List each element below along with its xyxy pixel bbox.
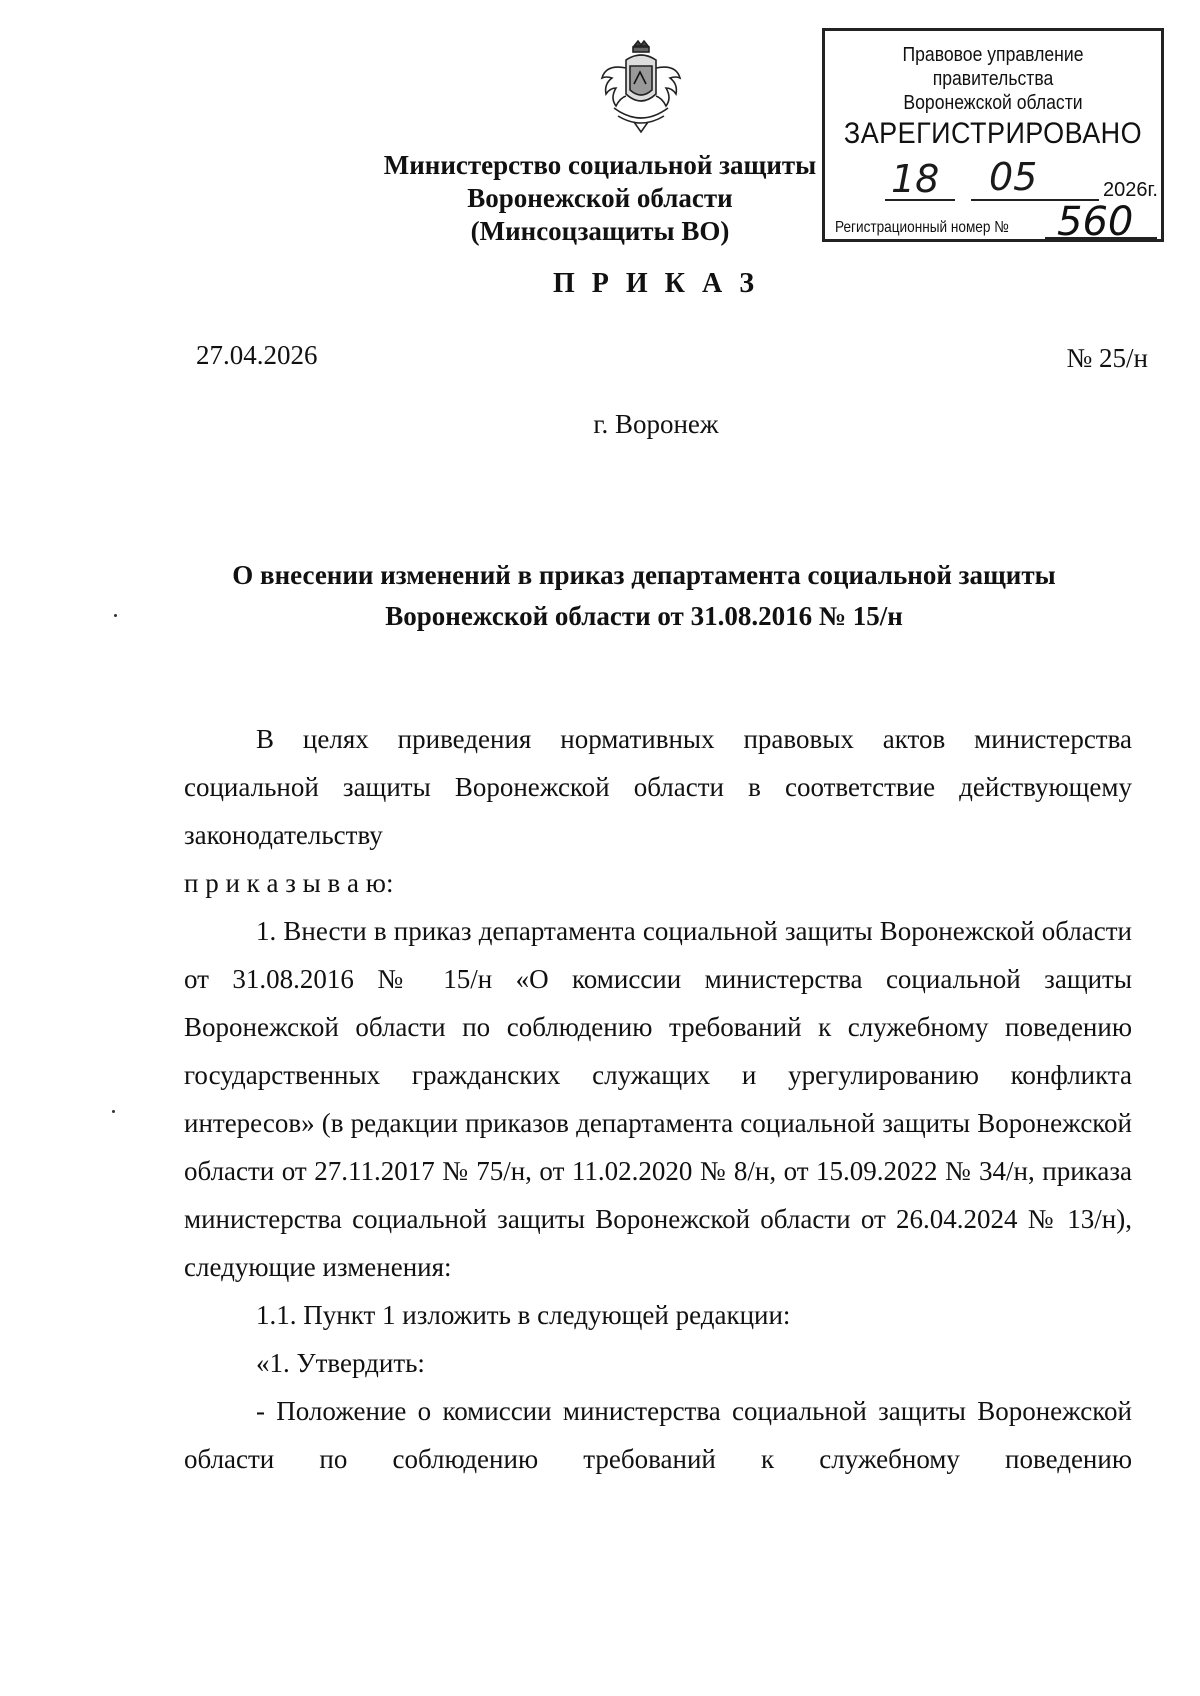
item-1-1-paragraph: 1.1. Пункт 1 изложить в следующей редакции: [256, 1300, 791, 1330]
stamp-authority [845, 43, 1141, 115]
coat-of-arms-icon [596, 38, 686, 138]
scan-speck [114, 614, 117, 617]
document-subject [160, 555, 1128, 637]
subject-line-2: Воронежской области от 31.08.2016 № 15/н [385, 601, 903, 631]
stamp-line-2: Воронежской области [903, 92, 1083, 114]
org-line-1: Министерство социальной защиты [383, 150, 817, 180]
document-city: г. Воронеж [593, 409, 719, 439]
document-number: № 25/н [1066, 343, 1148, 373]
stamp-day-line [885, 199, 955, 201]
stamp-reg-number: 560 [1057, 199, 1134, 245]
stamp-line-1: Правовое управление правительства [902, 44, 1084, 90]
stamp-registered: ЗАРЕГИСТРИРОВАНО [843, 117, 1143, 150]
list-item-paragraph: - Положение о комиссии министерства социальной защиты Воронежской области по соблюдению требований к служебному поведению [184, 1396, 1132, 1474]
stamp-reg-label: Регистрационный номер № [835, 219, 1009, 236]
order-word: п р и к а з ы в а ю: [184, 868, 394, 898]
registration-stamp [822, 28, 1164, 245]
org-line-2: Воронежской области [467, 183, 733, 213]
stamp-day: 18 [891, 157, 940, 201]
organization-name [380, 149, 820, 248]
document-date: 27.04.2026 [196, 340, 318, 370]
preamble-paragraph: В целях приведения нормативных правовых актов министерства социальной защиты Воронежской области в соответствие действующему законодательству [184, 724, 1132, 850]
org-line-3: (Минсоцзащиты ВО) [470, 216, 730, 246]
stamp-year: 2026г. [1103, 179, 1158, 201]
quote-start: «1. Утвердить: [256, 1348, 425, 1378]
item-1-paragraph: 1. Внести в приказ департамента социальной защиты Воронежской области от 31.08.2016 № 15/н «О комиссии министерства социальной защиты Воронежской области по соблюдению требований к служебному поведению государственных гражданских служащих и урегулированию конфликта интересов» (в редакции приказов департамента социальной защиты Воронежской области от 27.11.2017 № 75/н, от 11.02.2020 № 8/н, от 15.09.2022 № 34/н, приказа министерства социальной защиты Воронежской области от 26.04.2024 № 13/н), следующие изменения: [184, 916, 1132, 1282]
document-body [184, 715, 1132, 1483]
subject-line-1: О внесении изменений в приказ департамента социальной защиты [232, 560, 1056, 590]
document-type: П Р И К А З [553, 268, 759, 299]
stamp-month: 05 [989, 155, 1038, 199]
scan-speck [112, 1110, 115, 1113]
